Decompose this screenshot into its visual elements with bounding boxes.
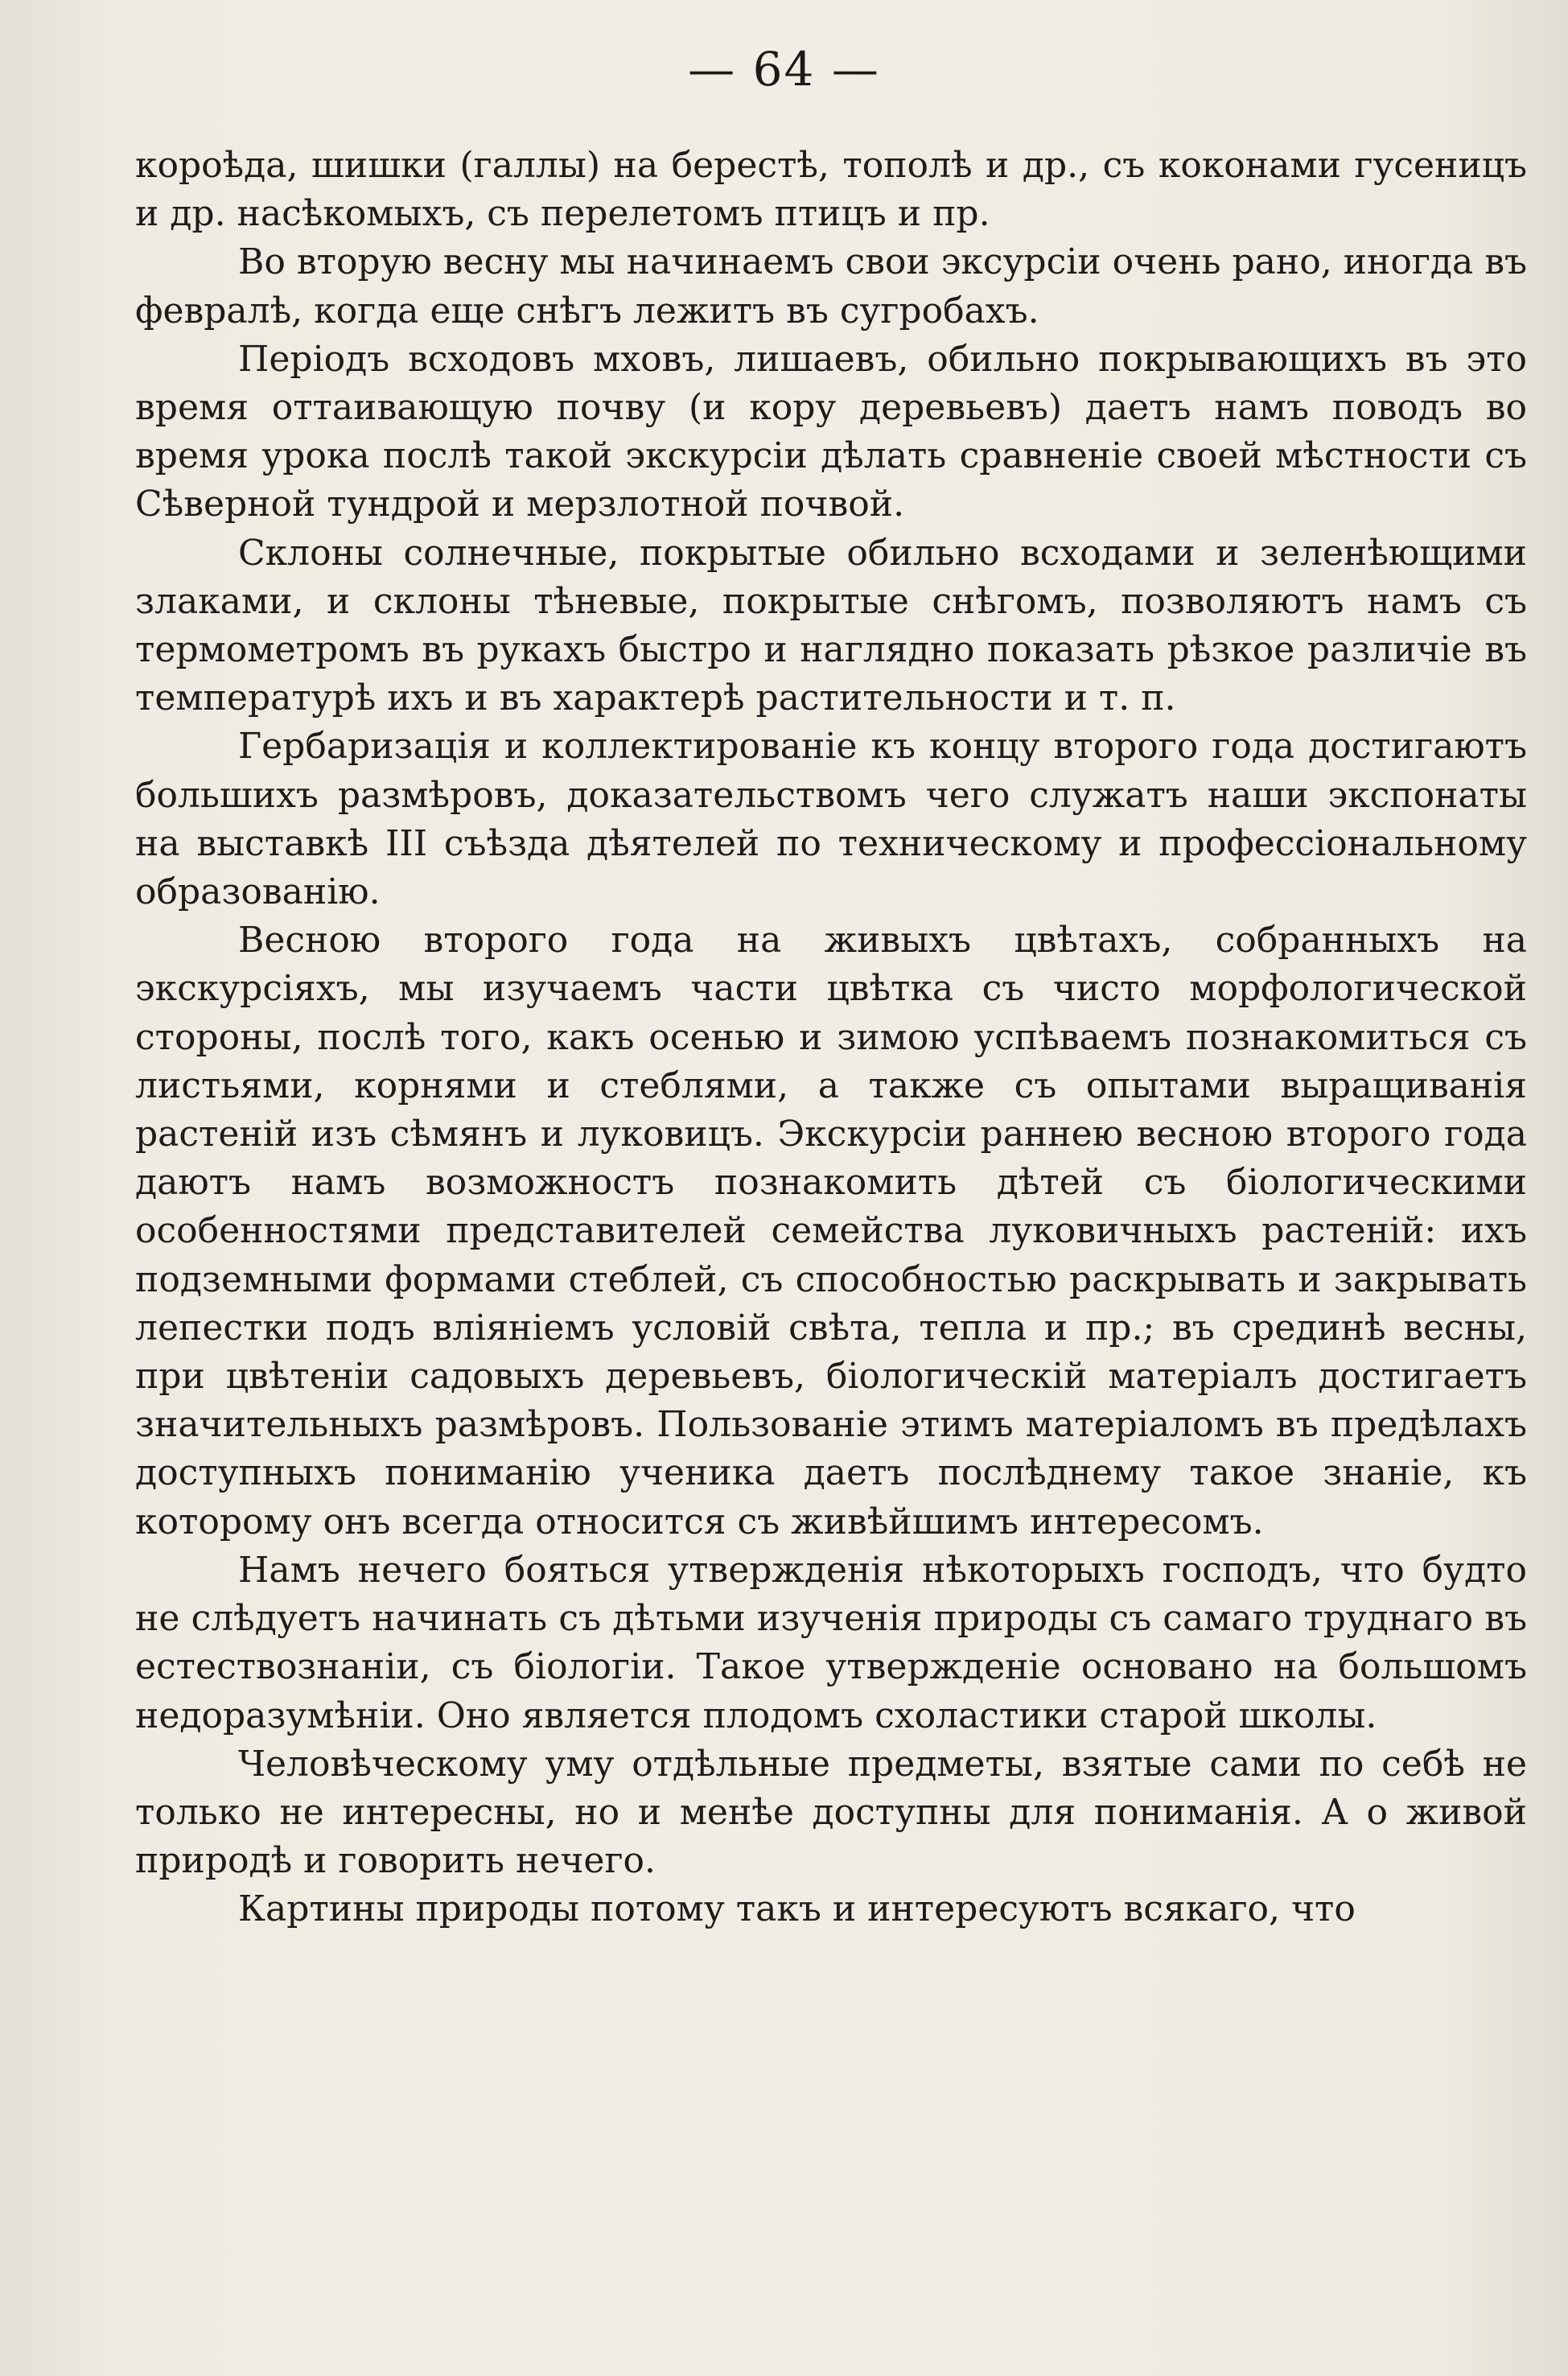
paragraph: Склоны солнечные, покрытые обильно всходами и зеленѣющими злаками, и склоны тѣневые, покрытые снѣгомъ, позволяютъ намъ съ термометромъ въ рукахъ быстро и наглядно показать рѣзкое различіе въ температурѣ ихъ и въ характерѣ растительности и т. п.	[135, 532, 1527, 719]
paragraph: короѣда, шишки (галлы) на берестѣ, тополѣ и др., съ коконами гусеницъ и др. насѣкомыхъ, съ перелетомъ птицъ и пр.	[135, 145, 1527, 235]
paragraph: Періодъ всходовъ мховъ, лишаевъ, обильно покрывающихъ въ это время оттаивающую почву (и кору деревьевъ) даетъ намъ поводъ во время урока послѣ такой экскурсіи дѣлать сравненіе своей мѣстности съ Сѣверной тундрой и мерзлотной почвой.	[135, 338, 1527, 525]
paragraph: Во вторую весну мы начинаемъ свои эксурсіи очень рано, иногда въ февралѣ, когда еще снѣгъ лежитъ въ сугробахъ.	[135, 241, 1527, 331]
paragraph: Гербаризація и коллектированіе къ концу второго года достигаютъ большихъ размѣровъ, доказательствомъ чего служатъ наши экспонаты на выставкѣ III съѣзда дѣятелей по техническому и профессіональному образованію.	[135, 726, 1527, 913]
paragraph: Человѣческому уму отдѣльные предметы, взятые сами по себѣ не только не интересны, но и менѣе доступны для пониманія. А о живой природѣ и говорить нечего.	[135, 1743, 1527, 1882]
paragraph: Намъ нечего бояться утвержденія нѣкоторыхъ господъ, что будто не слѣдуетъ начинать съ дѣтьми изученія природы съ самаго труднаго въ естествознаніи, съ біологіи. Такое утвержденіе основано на большомъ недоразумѣніи. Оно является плодомъ схоластики старой школы.	[135, 1549, 1527, 1736]
paragraph: Картины природы потому такъ и интересуютъ всякаго, что	[238, 1888, 1356, 1930]
page-number: — 64 —	[688, 42, 880, 97]
body-text	[135, 142, 1527, 1934]
paragraph: Весною второго года на живыхъ цвѣтахъ, собранныхъ на экскурсіяхъ, мы изучаемъ части цвѣтка съ чисто морфологической стороны, послѣ того, какъ осенью и зимою успѣваемъ познакомиться съ листьями, корнями и стеблями, а также съ опытами выращиванія растеній изъ сѣмянъ и луковицъ. Экскурсіи раннею весною второго года даютъ намъ возможностъ познакомить дѣтей съ біологическими особенностями представителей семейства луковичныхъ растеній: ихъ подземными формами стеблей, съ способностью раскрывать и закрывать лепестки подъ вліяніемъ условій свѣта, тепла и пр.; въ срединѣ весны, при цвѣтеніи садовыхъ деревьевъ, біологическій матеріалъ достигаетъ значительныхъ размѣровъ. Пользованіе этимъ матеріаломъ въ предѣлахъ доступныхъ пониманію ученика даетъ послѣднему такое знаніе, къ которому онъ всегда относится съ живѣйшимъ интересомъ.	[135, 920, 1527, 1542]
